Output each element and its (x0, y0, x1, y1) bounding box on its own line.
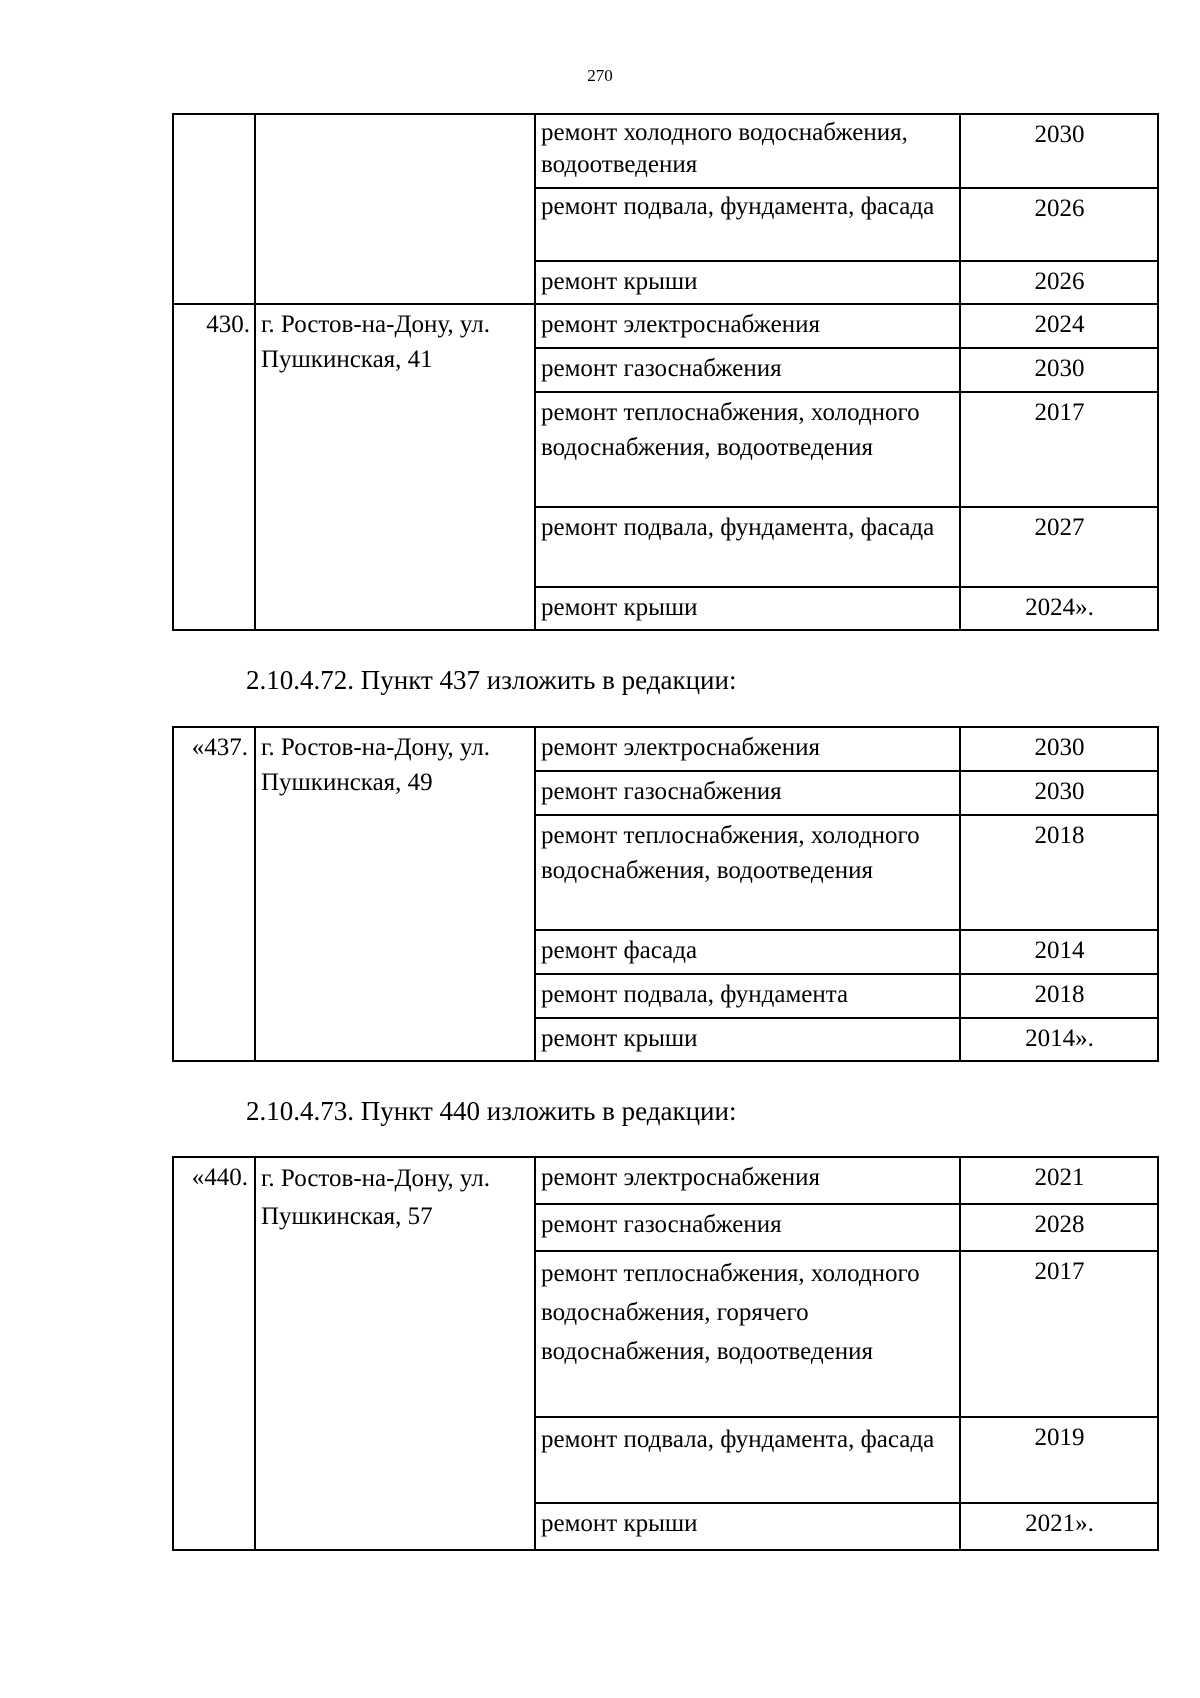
year-cell: 2030 (960, 727, 1158, 771)
item-number-cell: 430. (173, 304, 255, 630)
address-cell: г. Ростов-на-Дону, ул. Пушкинская, 49 (255, 727, 535, 1061)
address-cell: г. Ростов-на-Дону, ул. Пушкинская, 41 (255, 304, 535, 630)
year-cell: 2017 (960, 392, 1158, 507)
work-cell: ремонт газоснабжения (535, 348, 960, 392)
year-cell: 2026 (960, 188, 1158, 261)
work-cell: ремонт электроснабжения (535, 727, 960, 771)
year-cell: 2030 (960, 348, 1158, 392)
work-cell: ремонт электроснабжения (535, 1157, 960, 1204)
year-cell: 2018 (960, 974, 1158, 1018)
work-cell: ремонт подвала, фундамента, фасада (535, 1417, 960, 1503)
amendment-paragraph: 2.10.4.73. Пункт 440 изложить в редакции: (246, 1096, 737, 1126)
work-cell: ремонт подвала, фундамента, фасада (535, 188, 960, 261)
page-number: 270 (587, 66, 613, 85)
year-cell: 2018 (960, 815, 1158, 930)
repair-table-2 (172, 726, 1159, 1062)
table-row (173, 727, 1158, 771)
address-cell (255, 114, 535, 304)
repair-table-1 (172, 113, 1159, 631)
work-cell: ремонт крыши (535, 261, 960, 304)
item-number-cell: «440. (173, 1157, 255, 1550)
work-cell: ремонт газоснабжения (535, 771, 960, 815)
year-cell: 2019 (960, 1417, 1158, 1503)
item-number-cell (173, 114, 255, 304)
year-cell: 2030 (960, 114, 1158, 188)
work-cell: ремонт теплоснабжения, холодного водоснабжения, водоотведения (535, 392, 960, 507)
amendment-paragraph: 2.10.4.72. Пункт 437 изложить в редакции: (246, 665, 737, 695)
year-cell: 2017 (960, 1251, 1158, 1417)
work-cell: ремонт подвала, фундамента, фасада (535, 507, 960, 587)
work-cell: ремонт электроснабжения (535, 304, 960, 348)
year-cell: 2021 (960, 1157, 1158, 1204)
year-cell: 2026 (960, 261, 1158, 304)
table-row (173, 1157, 1158, 1204)
year-cell: 2030 (960, 771, 1158, 815)
year-cell: 2014 (960, 930, 1158, 974)
work-cell: ремонт газоснабжения (535, 1204, 960, 1251)
table-row (173, 114, 1158, 188)
year-cell: 2021». (960, 1503, 1158, 1550)
year-cell: 2027 (960, 507, 1158, 587)
item-number-cell: «437. (173, 727, 255, 1061)
year-cell: 2024 (960, 304, 1158, 348)
work-cell: ремонт крыши (535, 1503, 960, 1550)
work-cell: ремонт теплоснабжения, холодного водоснабжения, водоотведения (535, 815, 960, 930)
year-cell: 2024». (960, 587, 1158, 630)
work-cell: ремонт холодного водоснабжения, водоотведения (535, 114, 960, 188)
year-cell: 2028 (960, 1204, 1158, 1251)
address-cell: г. Ростов-на-Дону, ул. Пушкинская, 57 (255, 1157, 535, 1550)
work-cell: ремонт крыши (535, 587, 960, 630)
work-cell: ремонт теплоснабжения, холодного водоснабжения, горячего водоснабжения, водоотведения (535, 1251, 960, 1417)
work-cell: ремонт фасада (535, 930, 960, 974)
work-cell: ремонт крыши (535, 1018, 960, 1061)
table-row (173, 304, 1158, 348)
repair-table-3 (172, 1156, 1159, 1551)
work-cell: ремонт подвала, фундамента (535, 974, 960, 1018)
year-cell: 2014». (960, 1018, 1158, 1061)
